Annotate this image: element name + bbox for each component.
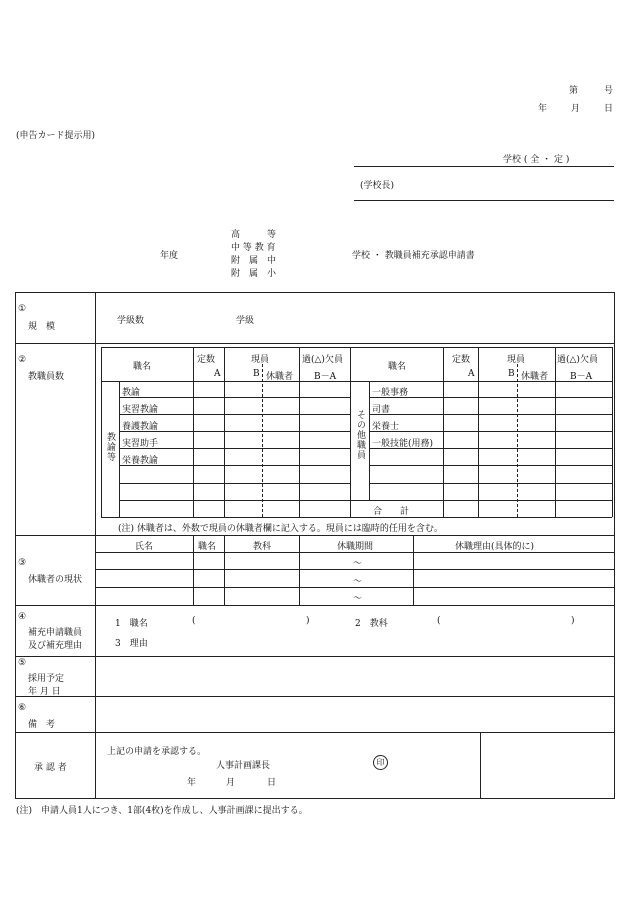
header-kajo-left: 過(△)欠員 xyxy=(302,355,343,365)
total-label: 合 計 xyxy=(373,507,410,517)
header-kyushoku-right: 休職者 xyxy=(521,372,549,382)
header-genin-right: 現員 xyxy=(507,355,526,365)
leave-col-line xyxy=(413,535,414,605)
section2-label: 教職員数 xyxy=(28,372,65,382)
staff-col-line xyxy=(193,347,194,517)
date-month: 月 xyxy=(571,104,581,114)
row-line-3 xyxy=(15,605,615,606)
section6-label: 備 考 xyxy=(28,720,56,730)
approval-text: 上記の申請を承認する。 xyxy=(107,747,207,757)
leave-row-line xyxy=(95,552,614,553)
row-line-1 xyxy=(15,343,615,344)
leave-header-subject: 教科 xyxy=(253,542,272,552)
paren-open: ( xyxy=(437,616,441,626)
approval-signer: 人事計画課長 xyxy=(216,761,271,771)
header-genin-left: 現員 xyxy=(251,355,270,365)
row-label: 養護教諭 xyxy=(122,422,159,432)
nendo-label: 年度 xyxy=(160,251,179,261)
approval-seal-column-line xyxy=(480,732,481,798)
school-type-2: 中 等 教 育 xyxy=(231,243,276,253)
staff-note: (注) 休職者は、外数で現員の休職者欄に記入する。現員には臨時的任用を含む。 xyxy=(118,524,443,534)
leave-header-name: 氏名 xyxy=(135,542,154,552)
number-dai: 第 xyxy=(569,86,579,96)
tilde: ～ xyxy=(353,594,363,604)
row-label: 教諭 xyxy=(122,388,141,398)
date-day: 日 xyxy=(604,104,614,114)
row-line-4 xyxy=(15,656,615,657)
seal-mark: 印 xyxy=(373,755,388,770)
school-type-4: 附 属 小 xyxy=(231,269,277,279)
header-shokumei-right: 職名 xyxy=(388,362,407,372)
section5-label-1: 採用予定 xyxy=(28,674,65,684)
item-kyoka: 2 教科 xyxy=(355,619,388,629)
section2-number: ② xyxy=(18,355,27,365)
leave-header-title: 職名 xyxy=(198,542,217,552)
row-line-6 xyxy=(15,732,615,733)
tilde: ～ xyxy=(353,577,363,587)
section1-label: 規 模 xyxy=(28,322,56,332)
school-type-3: 附 属 中 xyxy=(231,256,277,266)
group-label-kyoyu: 教諭等 xyxy=(105,432,115,462)
leave-col-line xyxy=(299,535,300,605)
header-kajo-right: 過(△)欠員 xyxy=(557,355,598,365)
school-label: 学校 ( 全 ・ 定 ) xyxy=(503,155,570,165)
tilde: ～ xyxy=(353,559,363,569)
staff-row-line xyxy=(369,483,612,484)
paren-close: ) xyxy=(571,616,575,626)
header-shokumei-left: 職名 xyxy=(133,362,152,372)
row-line-5 xyxy=(15,696,615,697)
approval-month: 月 xyxy=(226,778,236,788)
staff-table-bottom xyxy=(101,517,612,518)
row-label: 実習教諭 xyxy=(122,405,159,415)
header-kyushoku-left: 休職者 xyxy=(266,372,294,382)
section5-label-2: 年 月 日 xyxy=(28,687,61,697)
principal-line xyxy=(354,200,614,201)
staff-row-line xyxy=(119,397,350,398)
item-riyu: 3 理由 xyxy=(115,639,148,649)
staff-row-line xyxy=(369,414,612,415)
staff-col-line xyxy=(369,381,370,500)
section3-label: 休職者の現状 xyxy=(28,575,83,585)
paren-close: ) xyxy=(306,616,310,626)
leave-row-line xyxy=(95,587,614,588)
header-ba-left: B－A xyxy=(314,372,337,382)
group-label-sonota: その他職員 xyxy=(355,410,365,460)
header-b-right: B xyxy=(508,369,515,379)
staff-row-line xyxy=(369,431,612,432)
staff-col-line xyxy=(478,347,479,517)
label-column-line xyxy=(95,292,96,798)
row-label: 一般技能(用務) xyxy=(372,439,434,449)
class-unit-label: 学級 xyxy=(236,316,255,326)
row-label: 栄養教諭 xyxy=(122,456,159,466)
header-teisu-left: 定数 xyxy=(197,355,216,365)
section4-label-1: 補充申請職員 xyxy=(28,628,83,638)
section4-label-2: 及び補充理由 xyxy=(28,641,83,651)
header-b-left: B xyxy=(253,369,260,379)
staff-total-line xyxy=(350,500,612,501)
number-go: 号 xyxy=(604,86,614,96)
paren-open: ( xyxy=(192,616,196,626)
frame-top xyxy=(15,292,615,293)
class-count-label: 学級数 xyxy=(117,316,145,326)
leave-col-line xyxy=(193,535,194,605)
staff-col-line xyxy=(101,347,102,517)
staff-col-line xyxy=(299,347,300,517)
section4-number: ④ xyxy=(18,612,27,622)
approval-year: 年 xyxy=(187,778,197,788)
section6-number: ⑥ xyxy=(18,703,27,713)
school-type-1: 高 等 xyxy=(231,230,277,240)
staff-row-line xyxy=(369,465,612,466)
card-note: (申告カード提示用) xyxy=(16,131,96,141)
header-a-right: A xyxy=(468,369,475,379)
header-a-left: A xyxy=(214,369,221,379)
staff-row-line xyxy=(119,483,350,484)
leave-row-line xyxy=(95,569,614,570)
staff-table-top xyxy=(101,347,612,348)
leave-col-line xyxy=(224,535,225,605)
school-line xyxy=(354,166,614,167)
staff-col-line xyxy=(555,347,556,517)
row-label: 実習助手 xyxy=(122,439,159,449)
row-label: 一般事務 xyxy=(372,388,409,398)
approval-label: 承 認 者 xyxy=(34,763,67,773)
section1-number: ① xyxy=(18,304,27,314)
leave-header-reason: 休職理由(具体的に) xyxy=(455,542,535,552)
staff-dashed-line xyxy=(517,364,518,517)
approval-day: 日 xyxy=(267,778,277,788)
staff-col-line xyxy=(350,347,351,517)
staff-table-right xyxy=(612,347,613,517)
row-line-2 xyxy=(15,535,615,536)
staff-row-line xyxy=(119,500,350,501)
item-shokumei: 1 職名 xyxy=(115,619,148,629)
row-label: 司書 xyxy=(372,405,391,415)
staff-dashed-line xyxy=(262,364,263,517)
principal-label: (学校長) xyxy=(360,181,395,191)
header-ba-right: B－A xyxy=(570,372,593,382)
staff-col-line xyxy=(119,381,120,517)
section5-number: ⑤ xyxy=(18,658,27,668)
staff-col-line xyxy=(224,347,225,517)
form-title: 学校 ・ 教職員補充承認申請書 xyxy=(352,251,475,261)
header-teisu-right: 定数 xyxy=(452,355,471,365)
section3-number: ③ xyxy=(18,558,27,568)
frame-right xyxy=(614,292,615,798)
footnote: (注) 申請人員1人につき、1部(4枚)を作成し、人事計画課に提出する。 xyxy=(16,806,308,816)
row-label: 栄養士 xyxy=(372,422,400,432)
date-year: 年 xyxy=(538,104,548,114)
frame-left xyxy=(15,292,16,798)
leave-header-period: 休職期間 xyxy=(337,542,374,552)
staff-col-line xyxy=(443,347,444,517)
frame-bottom xyxy=(15,798,615,799)
